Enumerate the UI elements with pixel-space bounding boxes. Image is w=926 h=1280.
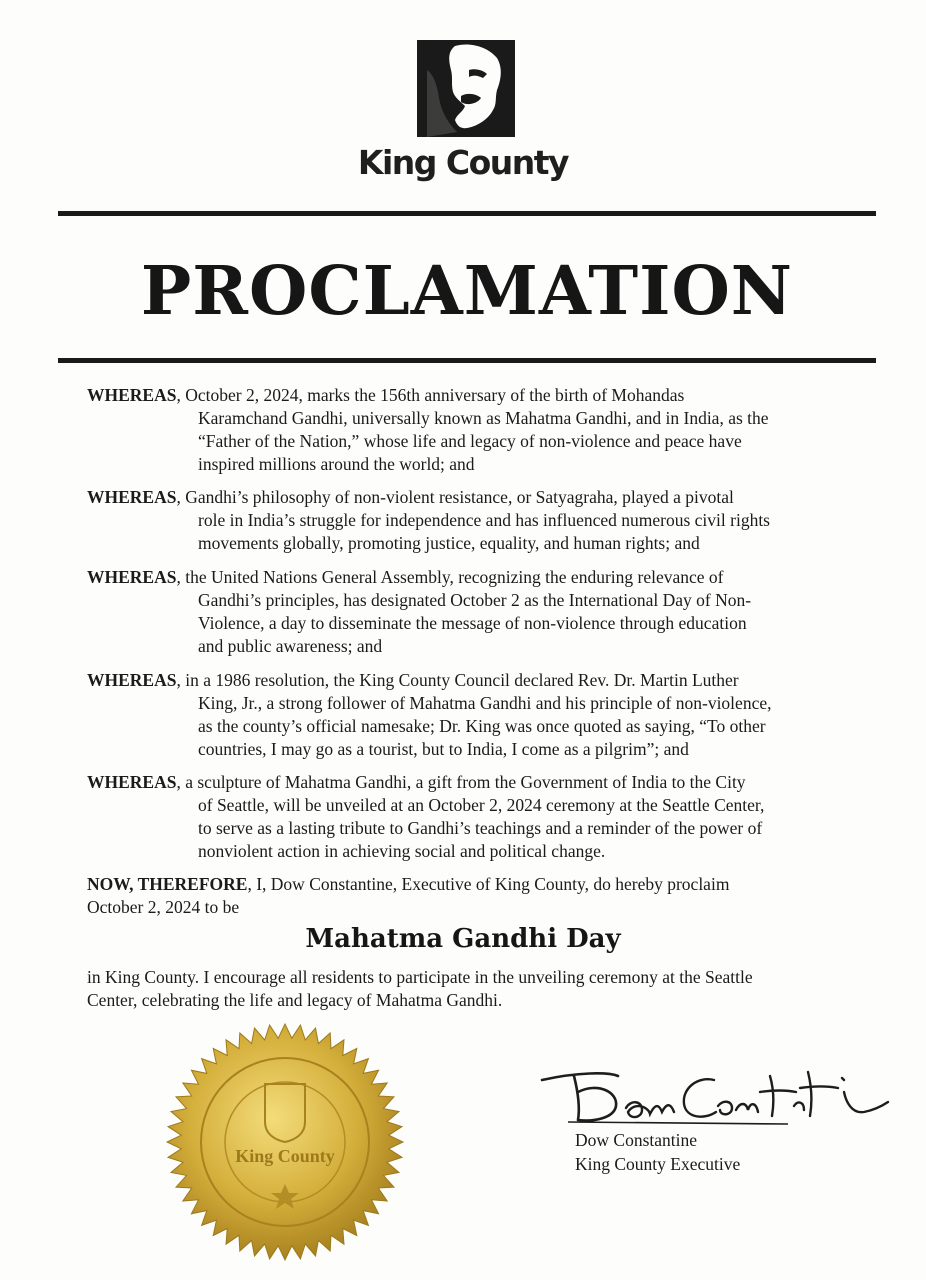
closing-line: Center, celebrating the life and legacy of Mahatma Gandhi. [87,990,503,1010]
king-county-logo-icon [417,40,515,137]
top-divider [58,211,876,216]
clause-line: inspired millions around the world; and [198,454,475,474]
clause-line: and public awareness; and [198,636,383,656]
whereas-keyword: WHEREAS [87,567,177,587]
clause-line: , October 2, 2024, marks the 156th anniversary of the birth of Mohandas [176,385,685,405]
bottom-divider [58,358,876,363]
whereas-keyword: WHEREAS [87,487,177,507]
whereas-keyword: WHEREAS [87,670,177,690]
seal-text: King County [235,1146,335,1166]
proclamation-statement [87,873,867,919]
signer-name: Dow Constantine [575,1130,698,1150]
clause-line: as the county’s official namesake; Dr. King was once quoted as saying, “To other [198,716,766,736]
handwritten-signature [538,1062,890,1134]
clause-line: nonviolent action in achieving social and political change. [198,841,606,861]
statement-line: , I, Dow Constantine, Executive of King County, do hereby proclaim [247,874,730,894]
whereas-clause-4 [87,669,867,761]
clause-line: movements globally, promoting justice, equality, and human rights; and [198,533,700,553]
gold-seal-icon [165,1022,405,1262]
clause-line: “Father of the Nation,” whose life and legacy of non-violence and peace have [198,431,742,451]
signer-role: King County Executive [575,1154,741,1174]
clause-line: , the United Nations General Assembly, recognizing the enduring relevance of [176,567,724,587]
now-therefore-keyword: NOW, THEREFORE [87,874,248,894]
whereas-clause-5 [87,771,867,863]
whereas-clause-3 [87,566,867,658]
clause-line: Gandhi’s principles, has designated October 2 as the International Day of Non- [198,590,752,610]
page-title: PROCLAMATION [140,251,794,330]
clause-line: King, Jr., a strong follower of Mahatma Gandhi and his principle of non-violence, [198,693,772,713]
closing-paragraph [87,966,887,1012]
clause-line: of Seattle, will be unveiled at an October 2, 2024 ceremony at the Seattle Center, [198,795,765,815]
whereas-clause-1 [87,384,867,476]
whereas-clause-2 [87,486,867,555]
clause-line: , Gandhi’s philosophy of non-violent resistance, or Satyagraha, played a pivotal [176,487,734,507]
signer-block [575,1128,740,1176]
clause-line: Violence, a day to disseminate the message of non-violence through education [198,613,747,633]
clause-line: , in a 1986 resolution, the King County Council declared Rev. Dr. Martin Luther [176,670,739,690]
clause-line: to serve as a lasting tribute to Gandhi’s teachings and a reminder of the power of [198,818,763,838]
clause-line: role in India’s struggle for independence and has influenced numerous civil rights [198,510,770,530]
clause-line: , a sculpture of Mahatma Gandhi, a gift from the Government of India to the City [176,772,746,792]
closing-line: in King County. I encourage all residents to participate in the unveiling ceremony at the Seattle [87,967,753,987]
clause-line: Karamchand Gandhi, universally known as Mahatma Gandhi, and in India, as the [198,408,769,428]
whereas-keyword: WHEREAS [87,772,177,792]
clause-line: countries, I may go as a tourist, but to India, I come as a pilgrim”; and [198,739,689,759]
whereas-keyword: WHEREAS [87,385,177,405]
day-title: Mahatma Gandhi Day [305,924,621,954]
org-name: King County [357,143,569,182]
statement-line: October 2, 2024 to be [87,897,240,917]
